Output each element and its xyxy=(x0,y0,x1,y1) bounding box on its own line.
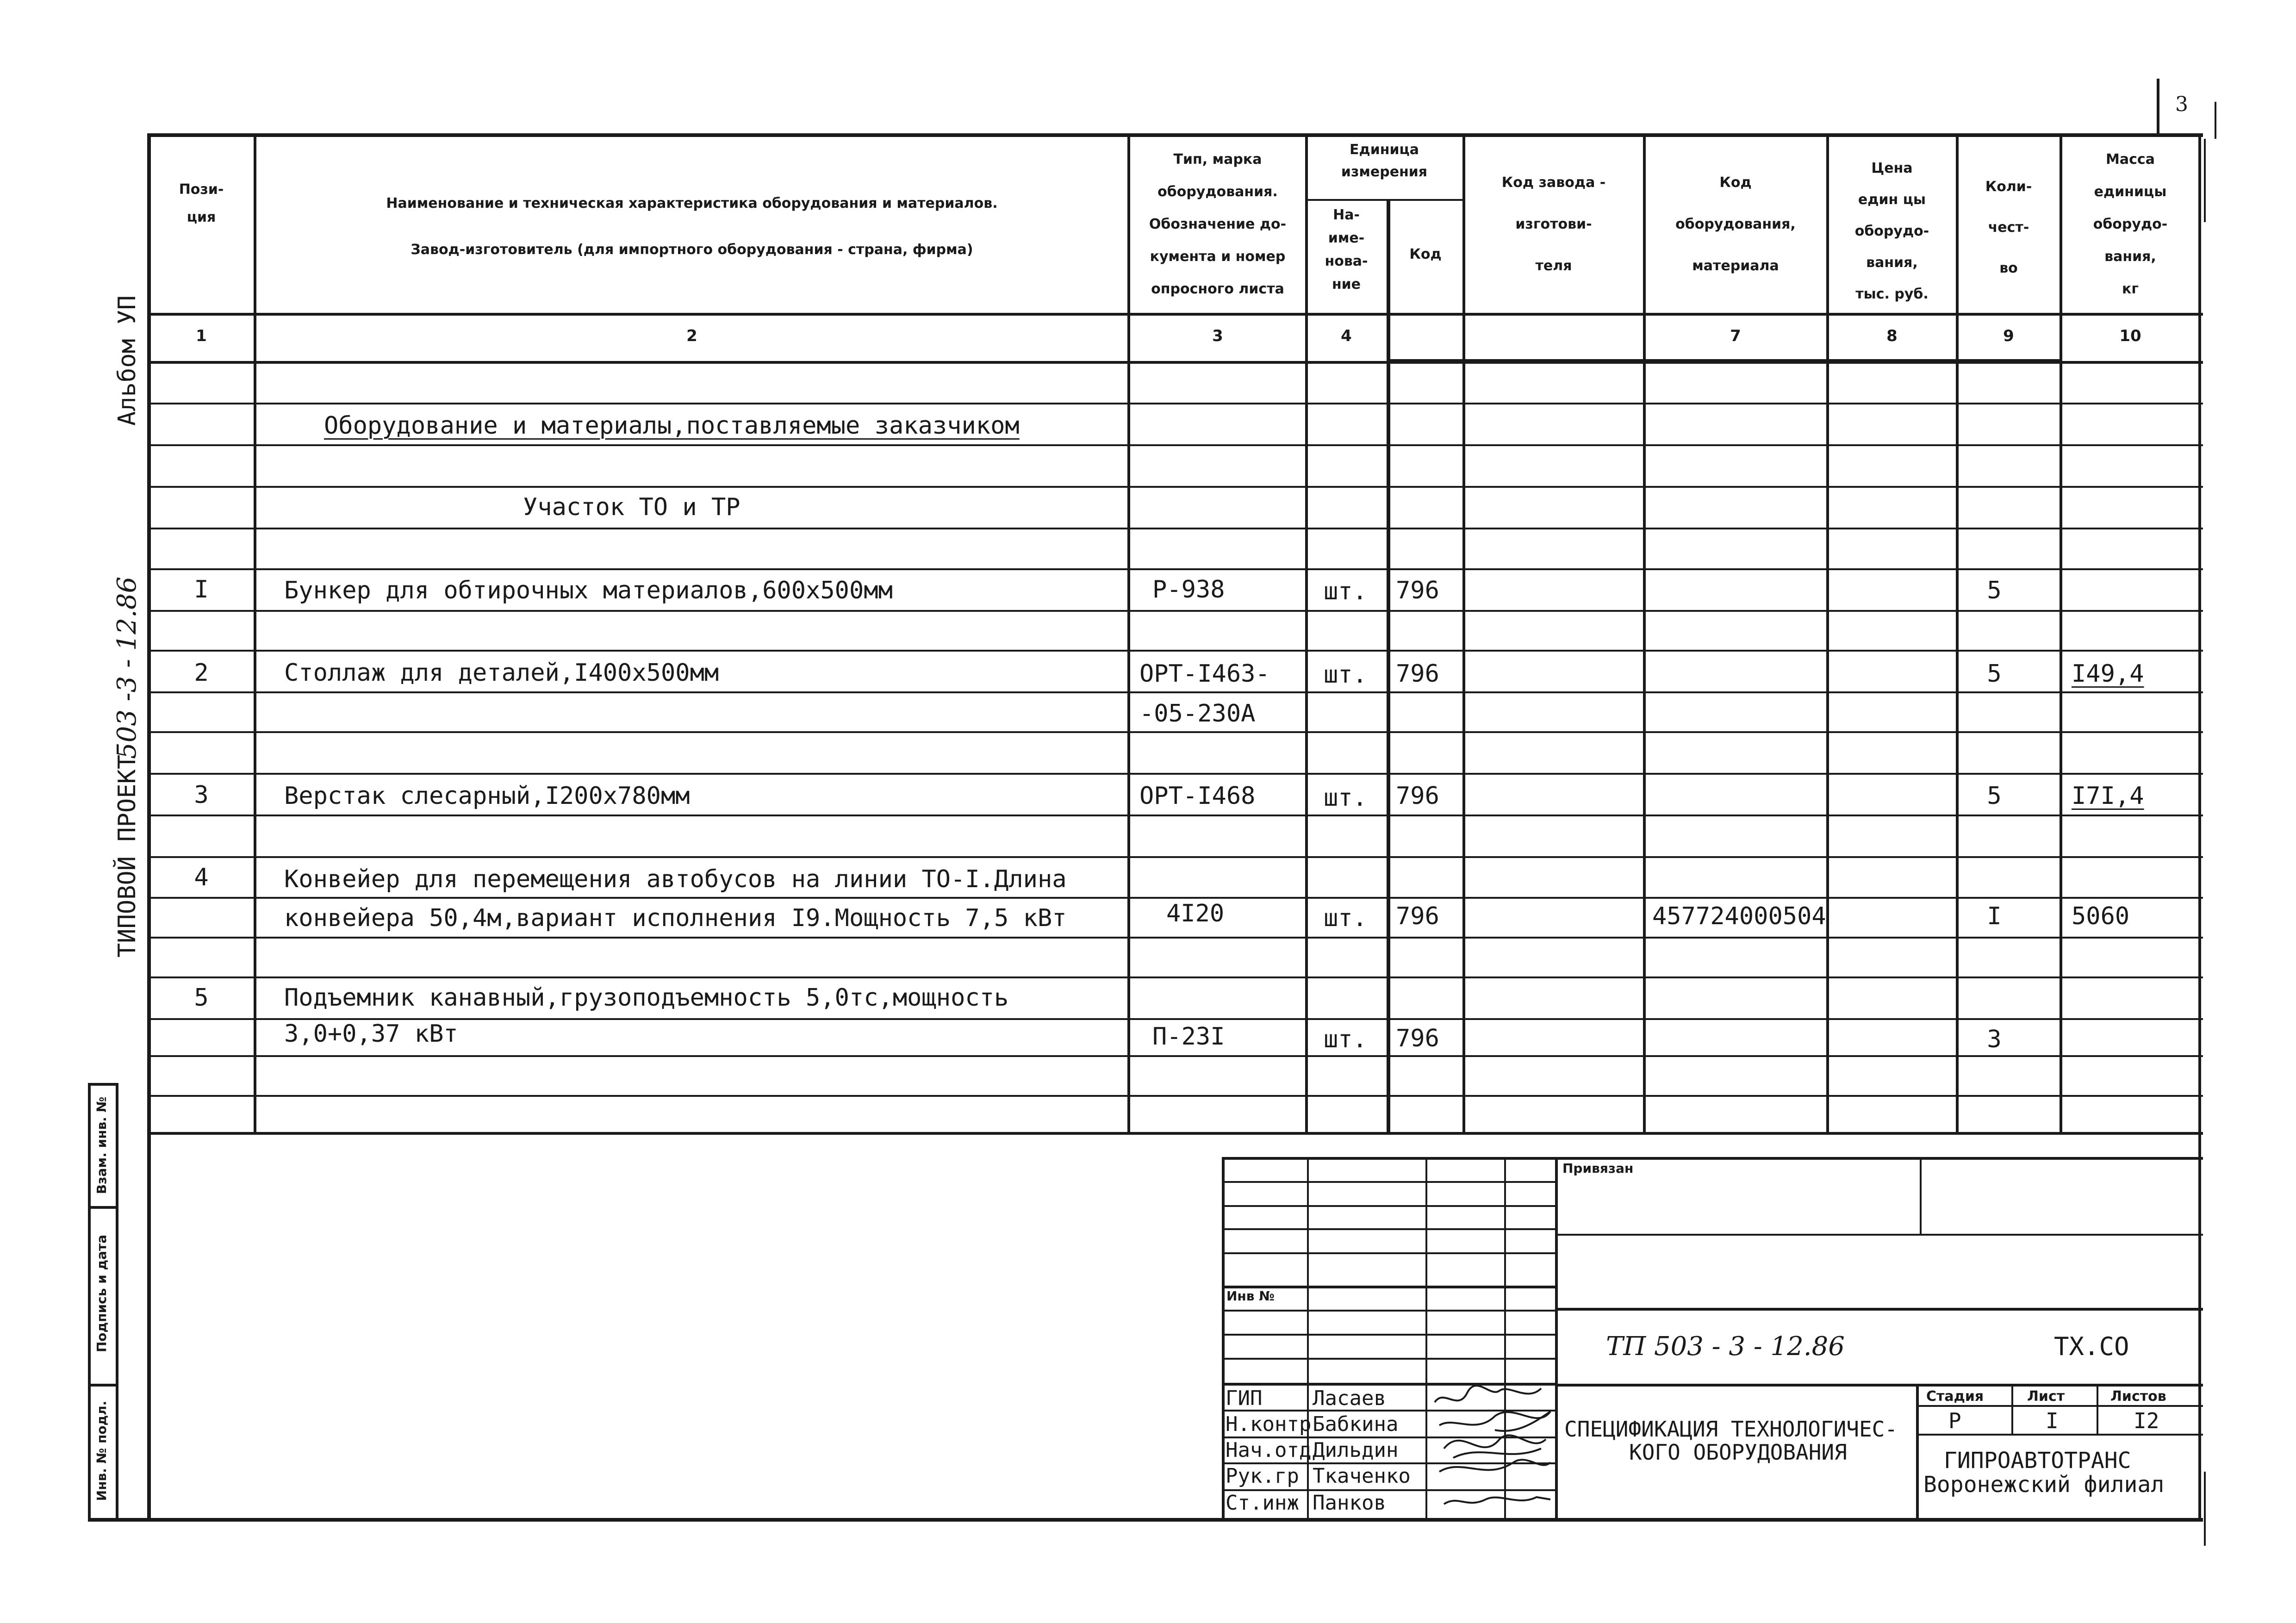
handwritten-signatures xyxy=(1425,1384,1555,1518)
item-type: 4I20 xyxy=(1166,900,1225,927)
item-unit: шт. xyxy=(1324,1026,1367,1053)
colnum-3: 3 xyxy=(1212,327,1223,345)
header-type: Тип, марка оборудования. Обозначение до- кумента и номер опросного листа xyxy=(1149,151,1287,297)
colnum-9: 9 xyxy=(2003,327,2014,345)
item-position: 2 xyxy=(194,659,209,687)
item-name: Бункер для обтирочных материалов,600x500мм xyxy=(284,577,893,604)
signer-role: ГИП xyxy=(1226,1387,1263,1410)
signer-name: Ткаченко xyxy=(1313,1464,1411,1488)
item-unit-code: 796 xyxy=(1396,782,1439,810)
item-quantity: 5 xyxy=(1987,577,2002,604)
item-quantity: I xyxy=(1987,902,2002,930)
item-mass: I49,4 xyxy=(2072,660,2144,688)
document-title-line1: СПЕЦИФИКАЦИЯ ТЕХНОЛОГИЧЕС- xyxy=(1564,1417,1898,1442)
item-position: I xyxy=(194,576,209,603)
organization-line1: ГИПРОАВТОТРАНС xyxy=(1944,1448,2131,1474)
colnum-8: 8 xyxy=(1886,327,1898,345)
stamp-vzam: Взам. инв. № xyxy=(94,1096,109,1194)
signer-name: Дильдин xyxy=(1313,1438,1399,1462)
item-unit: шт. xyxy=(1324,904,1367,932)
project-code: 503 -3 - 12.86 xyxy=(112,576,142,759)
colnum-7: 7 xyxy=(1730,327,1741,345)
signer-role: Рук.гр xyxy=(1226,1464,1299,1488)
document-title-line2: КОГО ОБОРУДОВАНИЯ xyxy=(1629,1440,1847,1465)
item-unit: шт. xyxy=(1324,661,1367,689)
header-quantity: Коли- чест- во xyxy=(1985,179,2032,276)
inv-no-label: Инв № xyxy=(1226,1288,1275,1304)
sheets-value: I2 xyxy=(2134,1408,2159,1433)
item-name: Столлаж для деталей,I400x500мм xyxy=(284,659,719,687)
item-type-cont: -05-230А xyxy=(1139,700,1256,728)
item-type: ОРТ-I463- xyxy=(1139,660,1270,688)
item-type: П-23I xyxy=(1152,1023,1225,1051)
colnum-2: 2 xyxy=(686,327,697,345)
item-unit-code: 796 xyxy=(1396,1025,1439,1052)
signer-role: Нач.отд xyxy=(1226,1438,1312,1462)
signer-name: Бабкина xyxy=(1313,1412,1399,1436)
item-quantity: 5 xyxy=(1987,660,2002,688)
album-label: Альбом УП xyxy=(113,295,141,426)
stage-value: Р xyxy=(1948,1408,1961,1433)
privyazan-label: Привязан xyxy=(1562,1161,1634,1176)
header-position: Пози- ция xyxy=(179,181,224,225)
signer-name: Панков xyxy=(1313,1491,1386,1515)
item-equipment-code: 457724000504 xyxy=(1652,902,1826,930)
item-name-cont: 3,0+0,37 кВт xyxy=(284,1020,458,1048)
sheet-value: I xyxy=(2046,1408,2059,1433)
stamp-sign-date: Подпись и дата xyxy=(94,1234,109,1353)
header-equipment-code: Код оборудования, материала xyxy=(1675,174,1796,274)
section-title: Оборудование и материалы,поставляемые заказчиком xyxy=(324,412,1020,440)
item-position: 3 xyxy=(194,781,209,809)
item-name: Подъемник канавный,грузоподъемность 5,0тс,мощность xyxy=(284,984,1009,1012)
item-mass: I7I,4 xyxy=(2072,782,2144,810)
subsection-title: Участок ТО и ТР xyxy=(523,493,740,521)
item-quantity: 5 xyxy=(1987,782,2002,810)
item-type: ОРТ-I468 xyxy=(1139,782,1256,810)
item-name: Верстак слесарный,I200x780мм xyxy=(284,782,690,810)
signer-role: Ст.инж xyxy=(1226,1491,1299,1515)
signer-role: Н.контр xyxy=(1226,1412,1312,1436)
item-mass: 5060 xyxy=(2072,902,2130,930)
item-name-cont: конвейера 50,4м,вариант исполнения I9.Мощность 7,5 кВт xyxy=(284,904,1067,932)
item-unit: шт. xyxy=(1324,784,1367,812)
item-unit-code: 796 xyxy=(1396,902,1439,930)
header-name: Наименование и техническая характеристика оборудования и материалов. Завод-изготовитель (для импортного оборудования - страна, фирма) xyxy=(386,195,998,258)
item-unit: шт. xyxy=(1324,578,1367,605)
item-type: Р-938 xyxy=(1152,576,1225,603)
item-position: 5 xyxy=(194,984,209,1012)
stamp-inv-no: Инв. № подл. xyxy=(94,1400,109,1501)
sheet-label: Лист xyxy=(2027,1388,2065,1405)
colnum-4: 4 xyxy=(1341,327,1352,345)
item-unit-code: 796 xyxy=(1396,577,1439,604)
header-unit-code: Код xyxy=(1409,246,1442,262)
stage-label: Стадия xyxy=(1926,1388,1984,1405)
organization-line2: Воронежский филиал xyxy=(1923,1472,2165,1498)
item-position: 4 xyxy=(194,864,209,891)
page-number: 3 xyxy=(2175,93,2188,116)
document-mark: ТХ.СО xyxy=(2054,1332,2129,1361)
header-plant-code: Код завода - изготови- теля xyxy=(1501,174,1606,274)
document-code: ТП 503 - 3 - 12.86 xyxy=(1606,1331,1845,1362)
item-unit-code: 796 xyxy=(1396,660,1439,688)
header-mass: Масса единицы оборудо- вания, кг xyxy=(2093,151,2168,297)
item-quantity: 3 xyxy=(1987,1026,2002,1053)
header-unit: Единица измерения xyxy=(1341,142,1428,180)
colnum-10: 10 xyxy=(2119,327,2141,345)
header-unit-name: На- име- нова- ние xyxy=(1325,207,1368,292)
item-name: Конвейер для перемещения автобусов на линии ТО-I.Длина xyxy=(284,865,1067,893)
sheets-label: Листов xyxy=(2110,1388,2166,1405)
signer-name: Ласаев xyxy=(1313,1387,1386,1410)
colnum-1: 1 xyxy=(196,327,207,345)
header-price: Цена един цы оборудо- вания, тыс. руб. xyxy=(1854,160,1929,302)
project-label: ТИПОВОЙ ПРОЕКТ xyxy=(113,754,141,958)
